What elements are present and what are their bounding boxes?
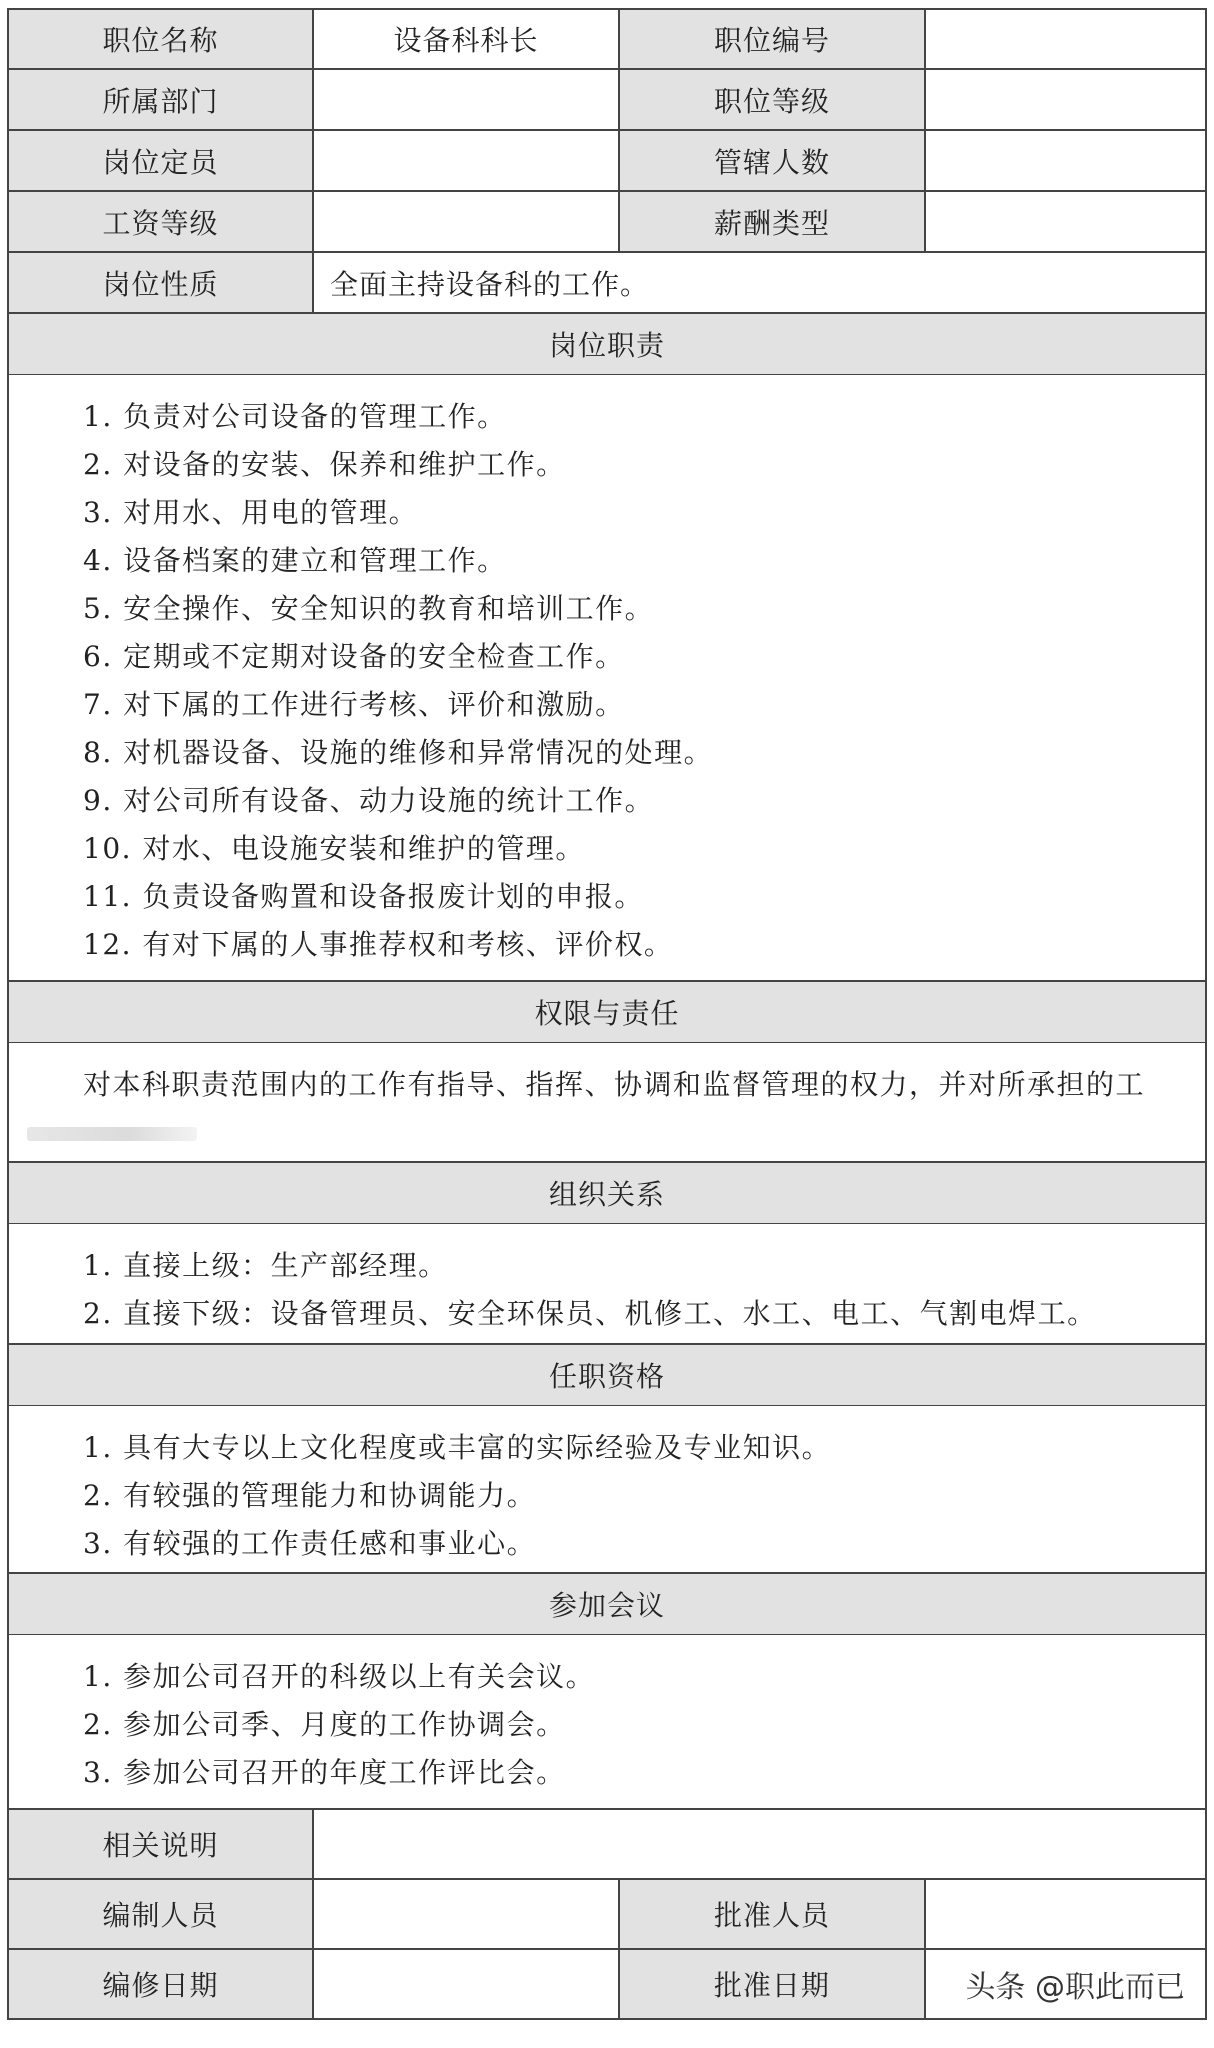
info-row	[7, 131, 1207, 192]
qualifications-list	[9, 1406, 1205, 1572]
field-label: 薪酬类型	[618, 192, 924, 251]
nature-row	[7, 253, 1207, 314]
field-value	[312, 70, 618, 129]
signoff-row	[7, 1950, 1207, 2020]
section-header	[7, 1345, 1207, 1406]
list-item: 2. 参加公司季、月度的工作协调会。	[83, 1708, 566, 1741]
authority-body	[9, 1043, 1205, 1161]
meetings-title: 参加会议	[9, 1574, 1205, 1634]
field-label: 岗位定员	[9, 131, 312, 190]
list-item: 1. 直接上级：生产部经理。	[83, 1249, 448, 1282]
list-item: 2. 对设备的安装、保养和维护工作。	[83, 448, 566, 481]
notes-label: 相关说明	[9, 1810, 312, 1878]
list-item: 2. 有较强的管理能力和协调能力。	[83, 1479, 537, 1512]
organization-section	[7, 1224, 1207, 1345]
list-item: 11. 负责设备购置和设备报废计划的申报。	[83, 880, 644, 913]
list-item: 8. 对机器设备、设施的维修和异常情况的处理。	[83, 736, 714, 769]
watermark-cell	[924, 1950, 1205, 2018]
field-label: 职位等级	[618, 70, 924, 129]
list-item: 3. 有较强的工作责任感和事业心。	[83, 1527, 537, 1560]
list-item: 6. 定期或不定期对设备的安全检查工作。	[83, 640, 625, 673]
list-item: 1. 具有大专以上文化程度或丰富的实际经验及专业知识。	[83, 1431, 832, 1464]
field-label: 编修日期	[9, 1950, 312, 2018]
field-value	[924, 131, 1205, 190]
duties-section	[7, 375, 1207, 982]
signoff-row	[7, 1880, 1207, 1950]
field-value	[924, 1880, 1205, 1948]
info-row	[7, 8, 1207, 70]
list-item: 3. 参加公司召开的年度工作评比会。	[83, 1756, 566, 1789]
section-header	[7, 314, 1207, 375]
field-label: 批准日期	[618, 1950, 924, 2018]
list-item: 10. 对水、电设施安装和维护的管理。	[83, 832, 585, 865]
list-item: 5. 安全操作、安全知识的教育和培训工作。	[83, 592, 655, 625]
list-item: 7. 对下属的工作进行考核、评价和激励。	[83, 688, 625, 721]
organization-title: 组织关系	[9, 1163, 1205, 1223]
notes-value	[312, 1810, 1205, 1878]
qualifications-section	[7, 1406, 1207, 1574]
list-item: 2. 直接下级：设备管理员、安全环保员、机修工、水工、电工、气割电焊工。	[83, 1297, 1097, 1330]
list-item: 1. 负责对公司设备的管理工作。	[83, 400, 507, 433]
field-value	[312, 1880, 618, 1948]
field-value	[924, 192, 1205, 251]
field-value	[312, 131, 618, 190]
meetings-list	[9, 1635, 1205, 1808]
job-description-table	[7, 8, 1207, 2020]
info-row	[7, 70, 1207, 131]
field-label: 职位编号	[618, 10, 924, 68]
meetings-section	[7, 1635, 1207, 1810]
list-item: 1. 参加公司召开的科级以上有关会议。	[83, 1660, 596, 1693]
field-value: 设备科科长	[312, 10, 618, 68]
field-value	[312, 192, 618, 251]
field-label: 工资等级	[9, 192, 312, 251]
list-item: 9. 对公司所有设备、动力设施的统计工作。	[83, 784, 655, 817]
info-row	[7, 192, 1207, 253]
section-header	[7, 1574, 1207, 1635]
nature-value: 全面主持设备科的工作。	[312, 253, 1205, 312]
list-item: 4. 设备档案的建立和管理工作。	[83, 544, 507, 577]
field-value	[924, 70, 1205, 129]
field-value	[312, 1950, 618, 2018]
field-label: 所属部门	[9, 70, 312, 129]
authority-text: 对本科职责范围内的工作有指导、指挥、协调和监督管理的权力，并对所承担的工	[83, 1068, 1146, 1101]
list-item: 3. 对用水、用电的管理。	[83, 496, 419, 529]
field-label: 批准人员	[618, 1880, 924, 1948]
authority-section	[7, 1043, 1207, 1163]
watermark-text: 头条 @职此而已	[965, 1970, 1185, 2005]
field-value	[924, 10, 1205, 68]
authority-title: 权限与责任	[9, 982, 1205, 1042]
blurred-text	[27, 1127, 197, 1141]
duties-list	[9, 375, 1205, 980]
field-label: 编制人员	[9, 1880, 312, 1948]
field-label: 管辖人数	[618, 131, 924, 190]
section-header	[7, 982, 1207, 1043]
organization-list	[9, 1224, 1205, 1343]
field-label: 职位名称	[9, 10, 312, 68]
duties-title: 岗位职责	[9, 314, 1205, 374]
notes-row	[7, 1810, 1207, 1880]
qualifications-title: 任职资格	[9, 1345, 1205, 1405]
list-item: 12. 有对下属的人事推荐权和考核、评价权。	[83, 928, 674, 961]
section-header	[7, 1163, 1207, 1224]
nature-label: 岗位性质	[9, 253, 312, 312]
